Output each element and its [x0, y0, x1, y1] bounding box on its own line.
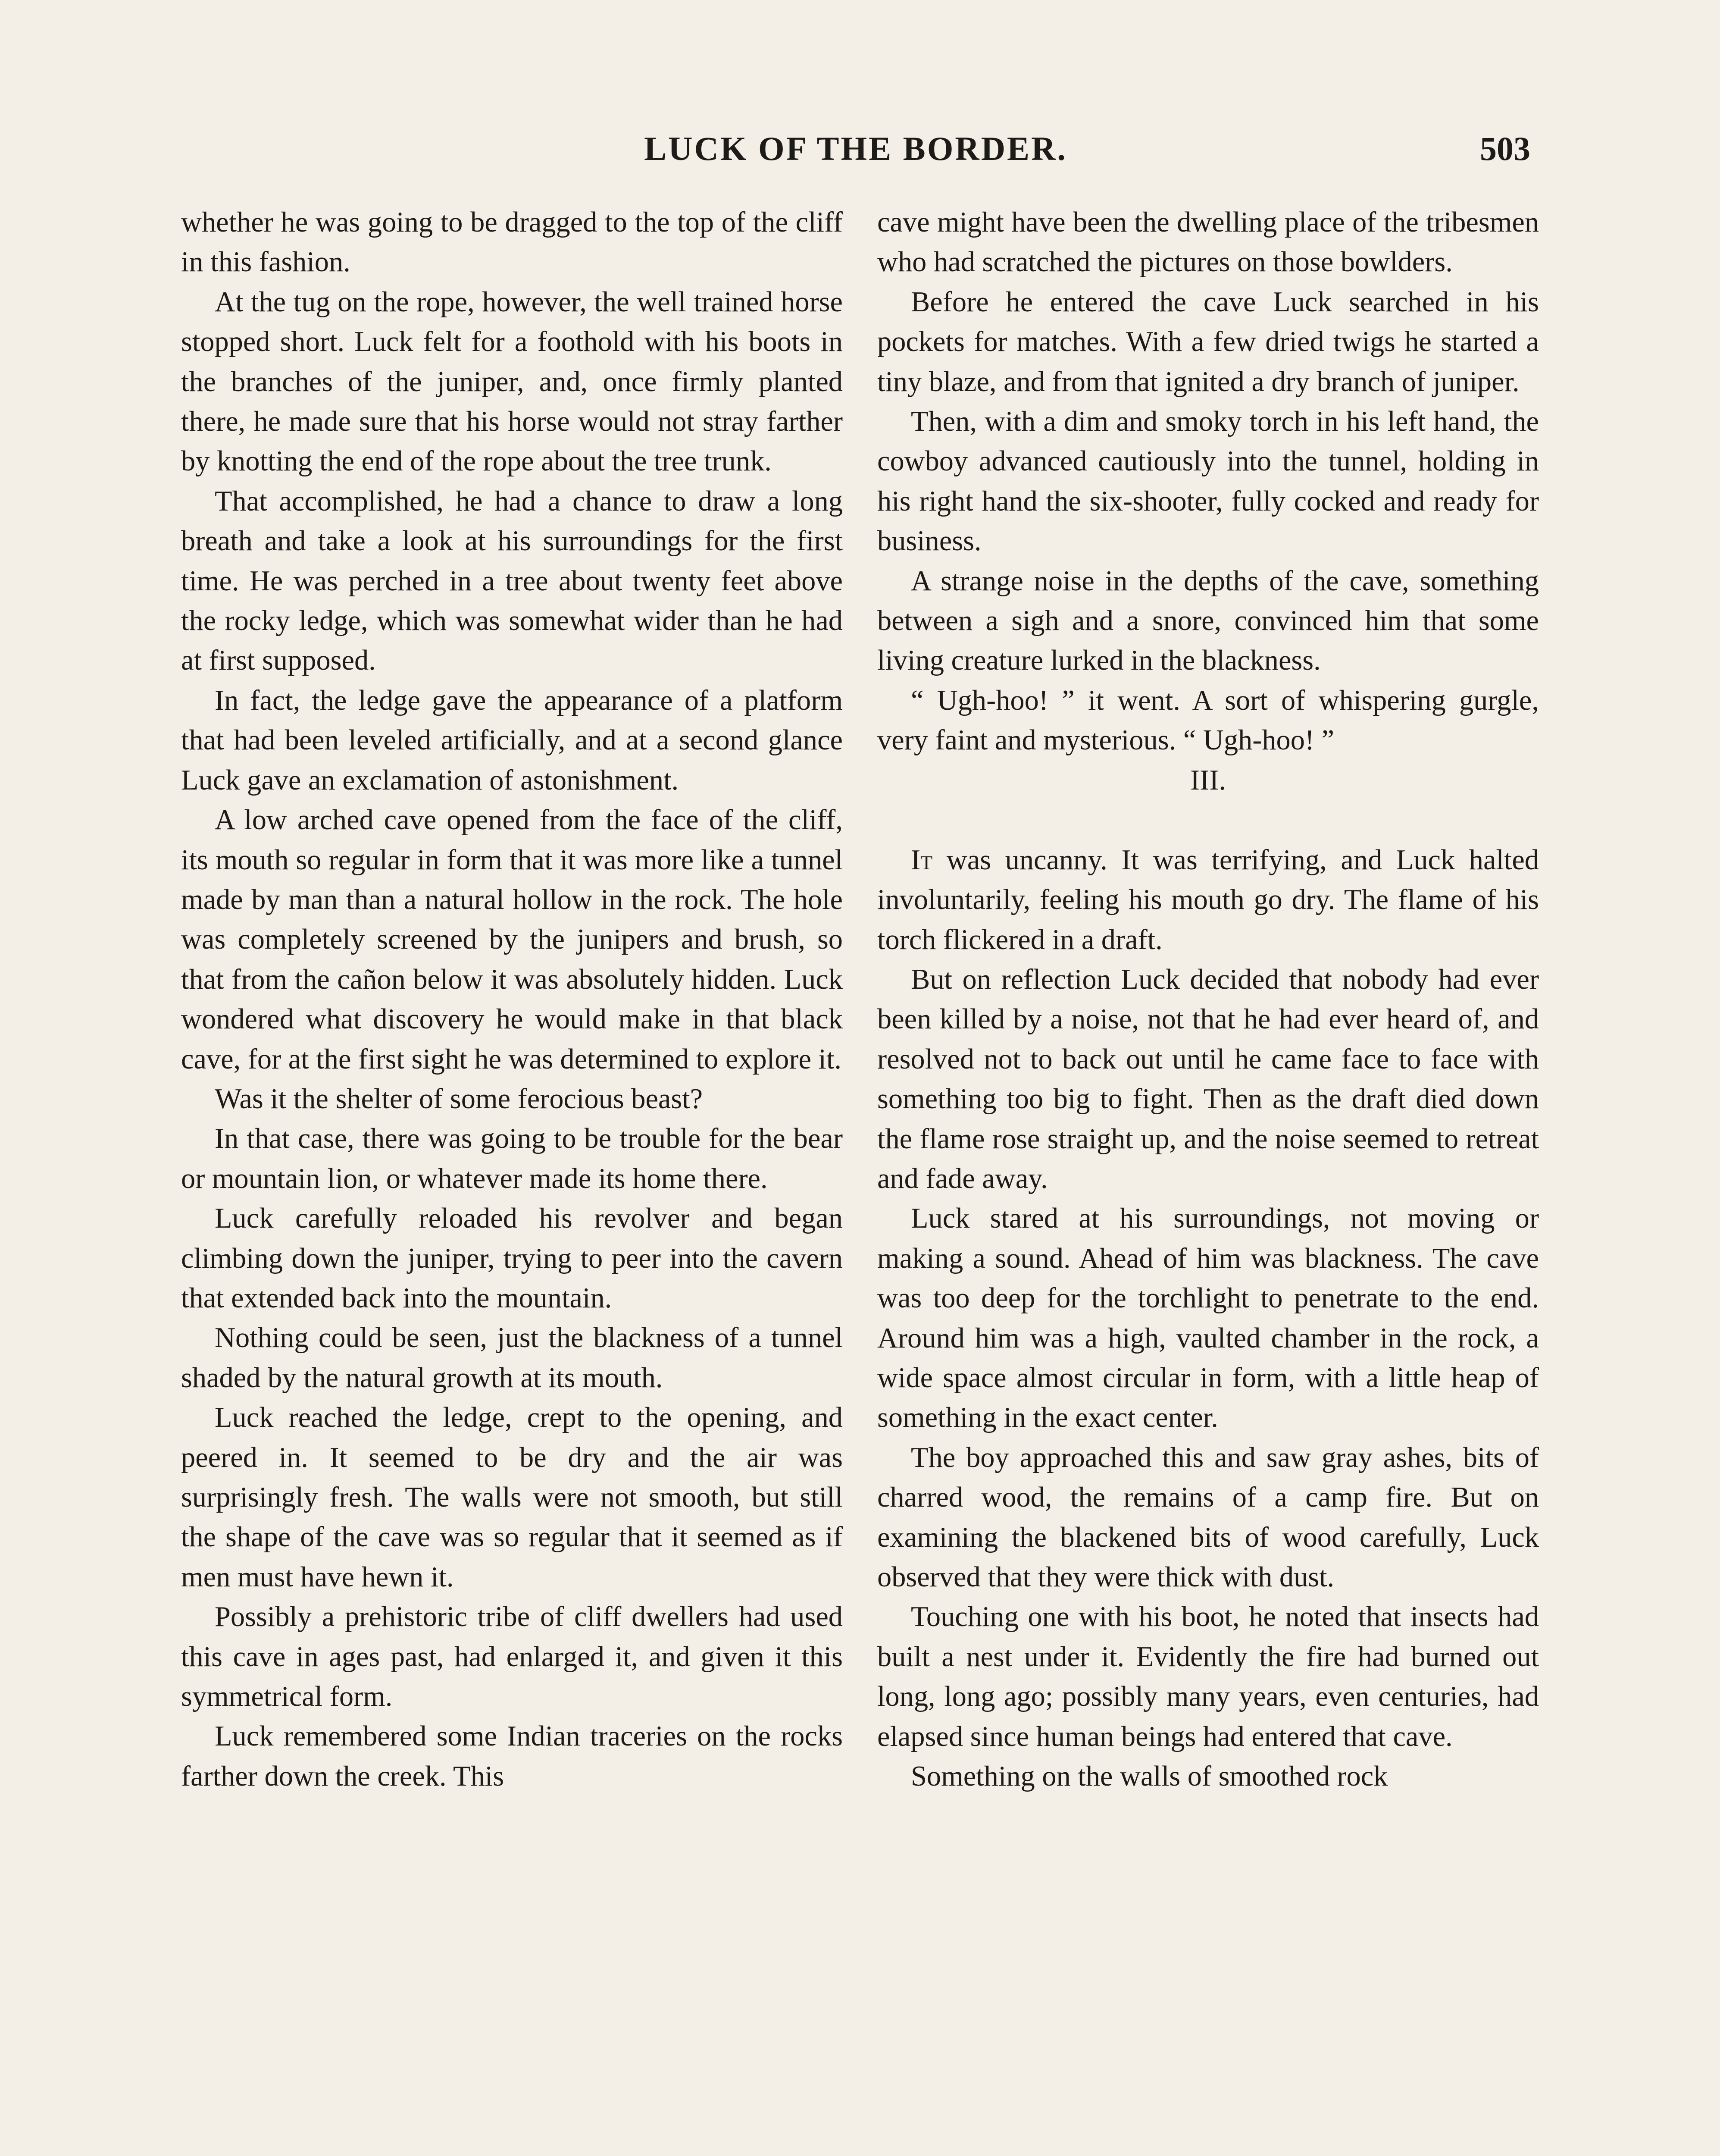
- paragraph: At the tug on the rope, however, the well trained horse stopped short. Luck felt for a foothold with his boots in the branches of the juniper, and, once firmly planted there, he made sure that his horse would not stray farther by knotting the end of the rope about the tree trunk.: [181, 286, 843, 477]
- chapter-opening-word: It: [911, 844, 933, 876]
- paragraph: That accomplished, he had a chance to draw a long breath and take a look at his surroundings for the first time. He was perched in a tree about twenty feet above the rocky ledge, which was somewhat wider than he had at first supposed.: [181, 485, 843, 677]
- right-column: [877, 203, 1539, 1796]
- paragraph: Was it the shelter of some ferocious beast?: [215, 1083, 703, 1115]
- paragraph: A low arched cave opened from the face of the cliff, its mouth so regular in form that it was more like a tunnel made by man than a natural hollow in the rock. The hole was completely screened by the junipers and brush, so that from the cañon below it was absolutely hidden. Luck wondered what discovery he would make in that black cave, for at the first sight he was determined to explore it.: [181, 804, 843, 1075]
- paragraph-text: was uncanny. It was terrifying, and Luck halted involuntarily, feeling his mouth go dry. The flame of his torch flickered in a draft.: [877, 844, 1539, 956]
- paragraph: The boy approached this and saw gray ashes, bits of charred wood, the remains of a camp fire. But on examining the blackened bits of wood carefully, Luck observed that they were thick with dust.: [877, 1442, 1539, 1593]
- paragraph: Luck carefully reloaded his revolver and began climbing down the juniper, trying to peer into the cavern that extended back into the mountain.: [181, 1203, 843, 1314]
- paragraph: Something on the walls of smoothed rock: [911, 1761, 1388, 1792]
- section-heading: III.: [1190, 764, 1226, 796]
- paragraph: Before he entered the cave Luck searched in his pockets for matches. With a few dried twigs he started a tiny blaze, and from that ignited a dry branch of juniper.: [877, 286, 1539, 398]
- page-header: [181, 129, 1530, 177]
- paragraph: Touching one with his boot, he noted that insects had built a nest under it. Evidently the fire had burned out long, long ago; possibly many years, even centuries, had elapsed since human beings had entered that cave.: [877, 1601, 1539, 1752]
- paragraph: In that case, there was going to be trouble for the bear or mountain lion, or whatever made its home there.: [181, 1123, 843, 1194]
- paragraph: Possibly a prehistoric tribe of cliff dwellers had used this cave in ages past, had enlarged it, and given it this symmetrical form.: [181, 1601, 843, 1713]
- paragraph: Luck remembered some Indian traceries on the rocks farther down the creek. This: [181, 1720, 843, 1792]
- paragraph: A strange noise in the depths of the cave, something between a sigh and a snore, convinced him that some living creature lurked in the blackness.: [877, 565, 1539, 677]
- paragraph: Nothing could be seen, just the blackness of a tunnel shaded by the natural growth at its mouth.: [181, 1322, 843, 1394]
- left-column: [181, 203, 843, 1796]
- page-number: 503: [1480, 130, 1530, 167]
- running-title: LUCK OF THE BORDER.: [644, 130, 1067, 167]
- paragraph: [877, 840, 1539, 960]
- paragraph: “ Ugh-hoo! ” it went. A sort of whispering gurgle, very faint and mysterious. “ Ugh-hoo! ”: [877, 684, 1539, 756]
- paragraph: Luck stared at his surroundings, not moving or making a sound. Ahead of him was blackness. The cave was too deep for the torchlight to penetrate to the end. Around him was a high, vaulted chamber in the rock, a wide space almost circular in form, with a little heap of something in the exact center.: [877, 1203, 1539, 1434]
- paragraph: whether he was going to be dragged to the top of the cliff in this fashion.: [181, 207, 843, 278]
- paragraph: Luck reached the ledge, crept to the opening, and peered in. It seemed to be dry and the air was surprisingly fresh. The walls were not smooth, but still the shape of the cave was so regular that it seemed as if men must have hewn it.: [181, 1402, 843, 1593]
- paragraph: Then, with a dim and smoky torch in his left hand, the cowboy advanced cautiously into the tunnel, holding in his right hand the six-shooter, fully cocked and ready for business.: [877, 406, 1539, 557]
- paragraph: In fact, the ledge gave the appearance of a platform that had been leveled artificially, and at a second glance Luck gave an exclamation of astonishment.: [181, 684, 843, 796]
- paragraph: But on reflection Luck decided that nobody had ever been killed by a noise, not that he had ever heard of, and resolved not to back out until he came face to face with something too big to fight. Then as the draft died down the flame rose straight up, and the noise seemed to retreat and fade away.: [877, 963, 1539, 1194]
- paragraph: cave might have been the dwelling place of the tribesmen who had scratched the pictures on those bowlders.: [877, 207, 1539, 278]
